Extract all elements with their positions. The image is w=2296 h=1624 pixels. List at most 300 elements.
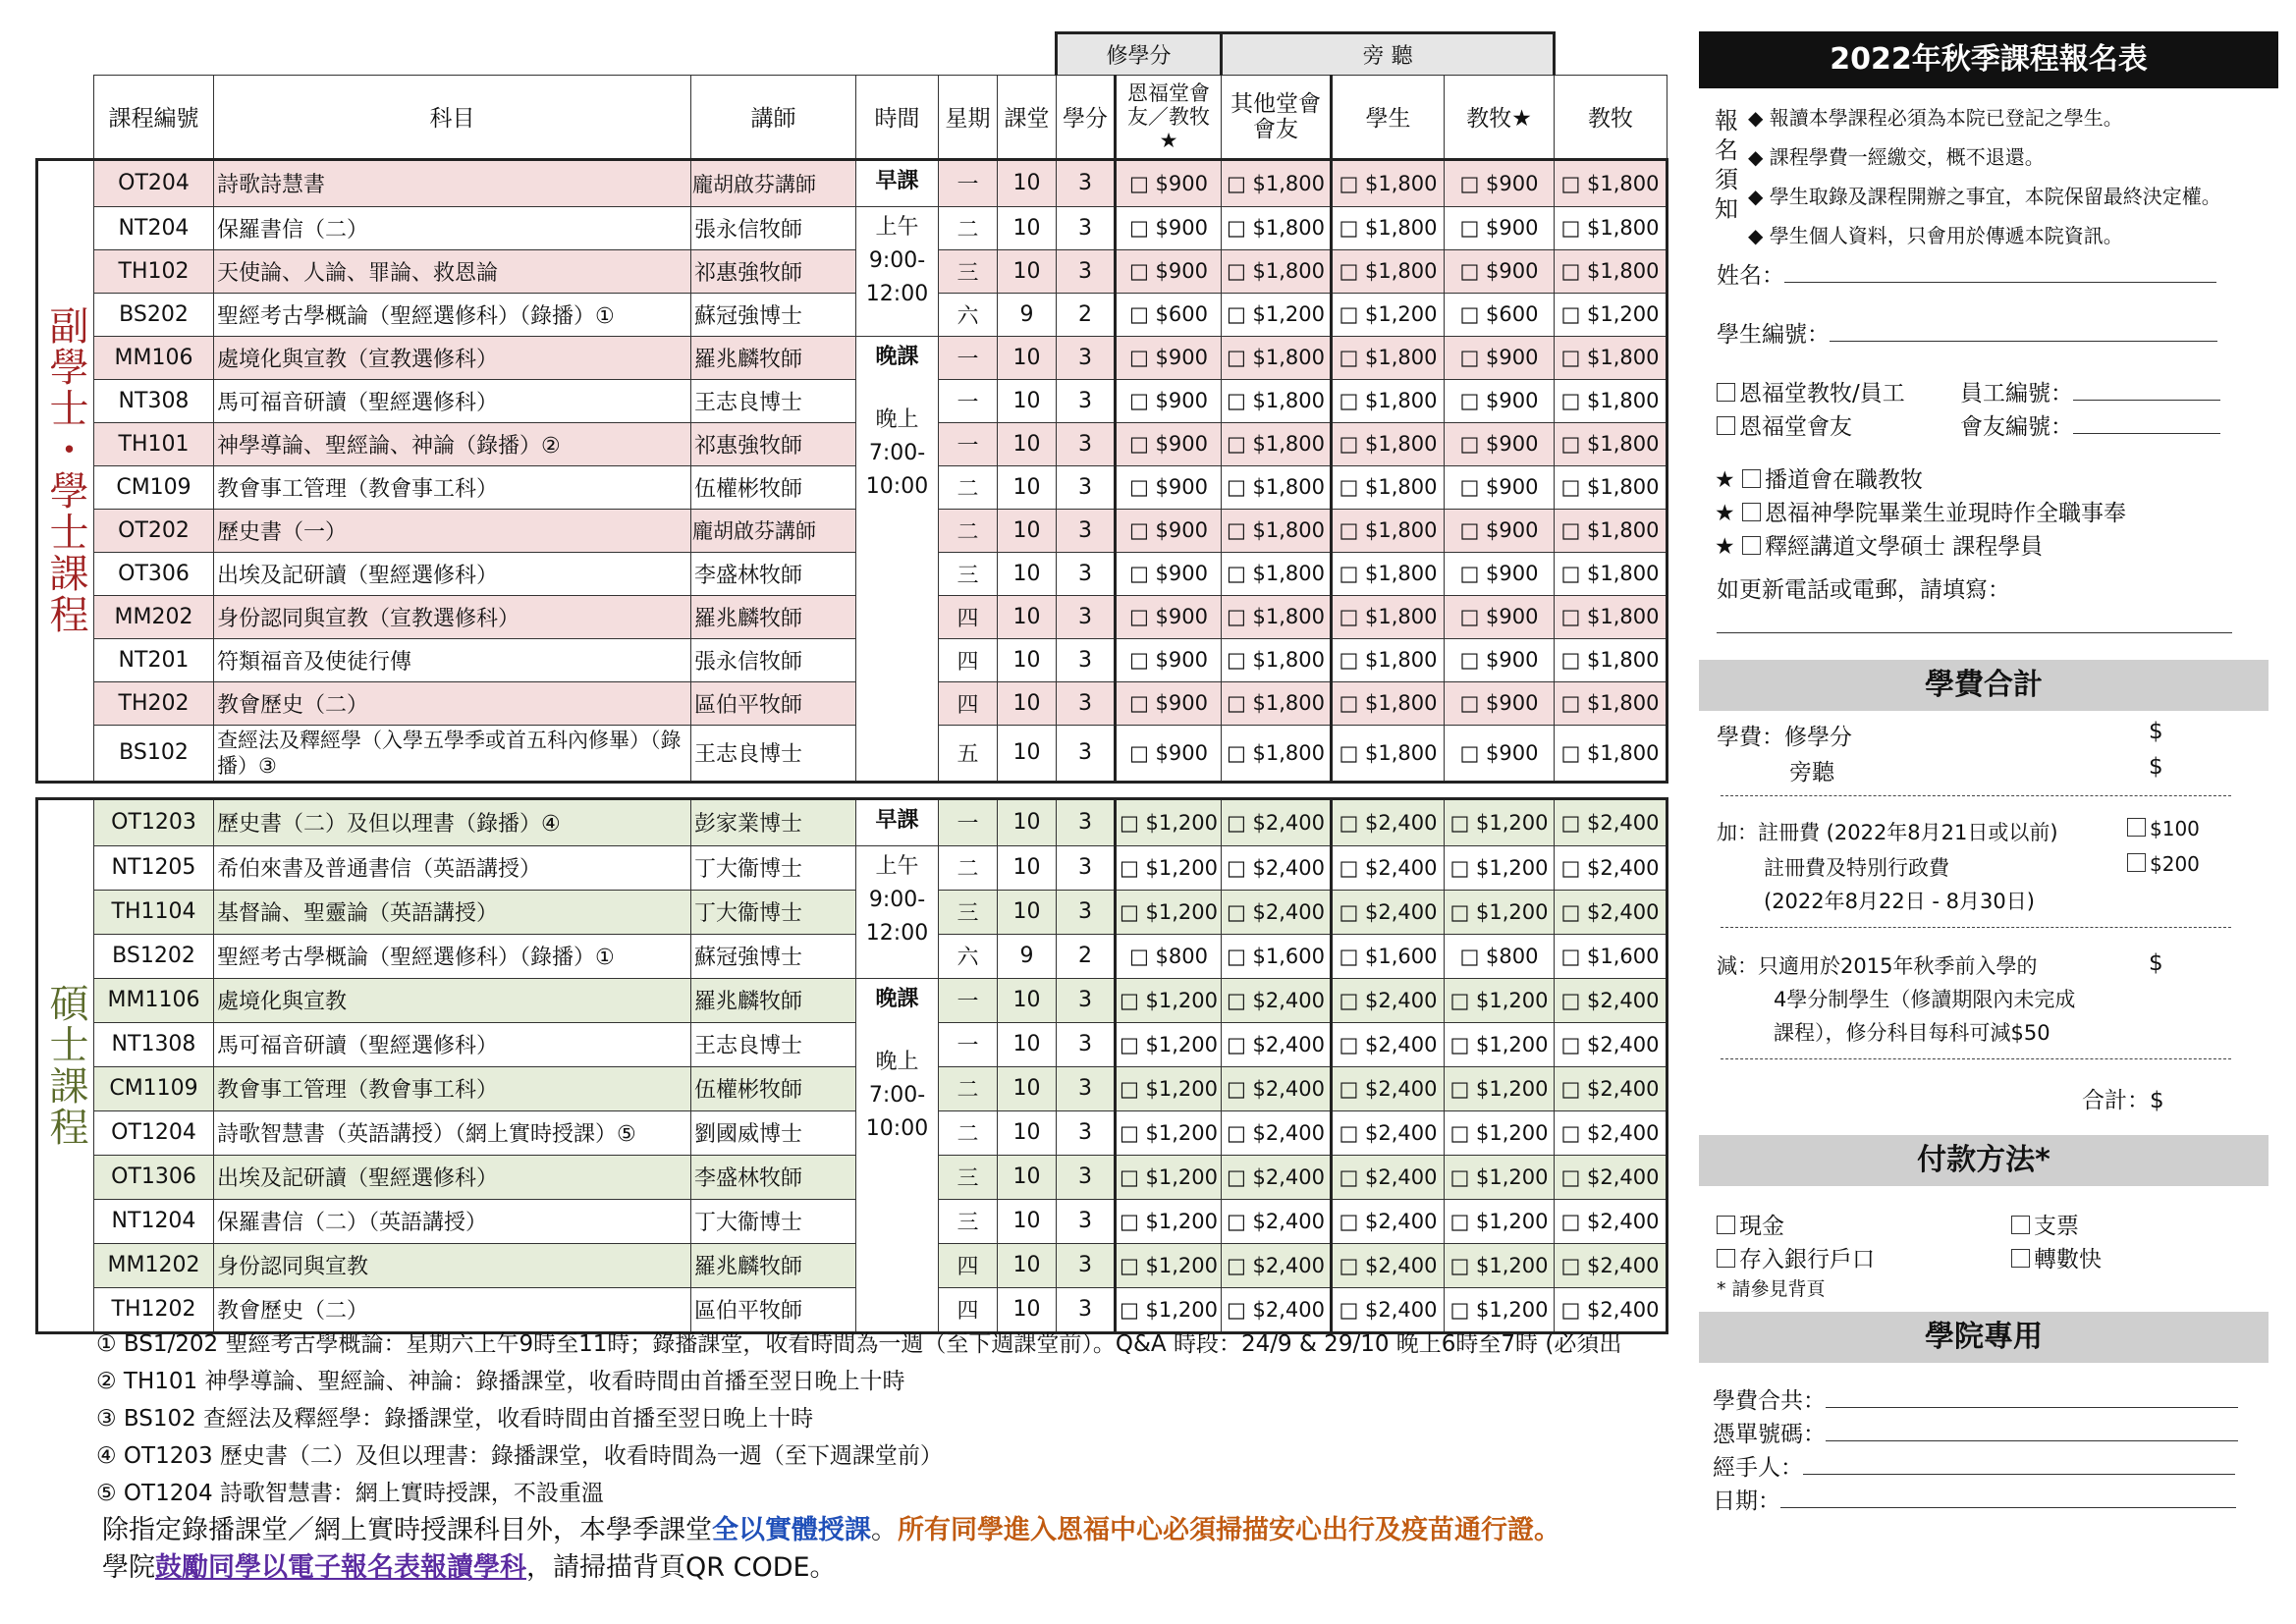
price-efc-member[interactable]: □ $900	[1116, 638, 1222, 681]
reg-admin-label: 註冊費及特別行政費	[1764, 856, 1949, 880]
course-code: BS102	[94, 725, 214, 782]
table-row	[37, 638, 1667, 681]
price-audit-pastor[interactable]: □ $2,400	[1555, 1155, 1667, 1199]
course-code: OT1306	[94, 1155, 214, 1199]
office-date-field[interactable]	[1780, 1486, 2236, 1508]
course-day: 二	[939, 845, 998, 890]
course-day: 二	[939, 509, 998, 552]
office-voucher-field[interactable]	[1826, 1419, 2238, 1441]
course-instructor: 蘇冠強博士	[691, 934, 856, 978]
course-subject: 詩歌詩慧書	[214, 159, 691, 206]
member-label: 恩福堂會友	[1739, 414, 1852, 440]
member-no-field[interactable]	[2073, 409, 2220, 434]
price-efc-member[interactable]: □ $600	[1116, 293, 1222, 336]
price-audit-student[interactable]: □ $2,400	[1332, 890, 1445, 934]
registration-sidebar	[1699, 31, 2278, 1530]
price-audit-student[interactable]: □ $1,800	[1332, 206, 1445, 249]
price-other-member[interactable]: □ $1,800	[1222, 379, 1332, 422]
price-audit-student[interactable]: □ $1,800	[1332, 638, 1445, 681]
price-other-member[interactable]: □ $1,800	[1222, 159, 1332, 206]
session-hours: 上午 9:00- 12:00	[865, 853, 929, 946]
price-audit-pastor[interactable]: □ $1,200	[1555, 293, 1667, 336]
course-code: NT201	[94, 638, 214, 681]
price-audit-pastor-star[interactable]: □ $1,200	[1445, 845, 1555, 890]
table-row	[37, 1199, 1667, 1243]
course-instructor: 羅兆麟牧師	[691, 336, 856, 379]
staff-checkbox[interactable]	[1717, 383, 1735, 402]
session-hours: 晚上 7:00- 10:00	[865, 406, 929, 499]
price-audit-pastor[interactable]: □ $1,800	[1555, 336, 1667, 379]
session-morning	[856, 206, 939, 336]
price-efc-member[interactable]: □ $1,200	[1116, 978, 1222, 1022]
notice-label: 報名須知	[1715, 107, 1738, 223]
price-other-member[interactable]: □ $1,800	[1222, 336, 1332, 379]
price-audit-pastor-star[interactable]: □ $1,200	[1445, 1155, 1555, 1199]
price-other-member[interactable]: □ $2,400	[1222, 1022, 1332, 1066]
price-audit-pastor[interactable]: □ $1,800	[1555, 595, 1667, 638]
price-audit-student[interactable]: □ $1,800	[1332, 509, 1445, 552]
course-instructor: 彭家業博士	[691, 798, 856, 845]
price-audit-pastor[interactable]: □ $1,800	[1555, 552, 1667, 595]
star-3-checkbox[interactable]	[1742, 536, 1761, 555]
course-subject: 馬可福音研讀（聖經選修科）	[214, 379, 691, 422]
price-audit-student[interactable]: □ $1,800	[1332, 465, 1445, 509]
see-back-note: * 請參見背頁	[1717, 1278, 1826, 1300]
table-row	[37, 379, 1667, 422]
course-instructor: 羅兆麟牧師	[691, 978, 856, 1022]
price-audit-student[interactable]: □ $1,800	[1332, 552, 1445, 595]
price-audit-pastor[interactable]: □ $2,400	[1555, 1066, 1667, 1110]
course-classes: 10	[998, 638, 1057, 681]
price-audit-pastor-star[interactable]: □ $900	[1445, 249, 1555, 293]
price-audit-student[interactable]: □ $2,400	[1332, 1287, 1445, 1332]
price-efc-member[interactable]: □ $1,200	[1116, 1022, 1222, 1066]
price-audit-pastor[interactable]: □ $1,600	[1555, 934, 1667, 978]
price-efc-member[interactable]: □ $900	[1116, 465, 1222, 509]
price-audit-student[interactable]: □ $2,400	[1332, 1066, 1445, 1110]
course-day: 三	[939, 249, 998, 293]
course-classes: 10	[998, 509, 1057, 552]
student-no-field[interactable]	[1830, 317, 2217, 342]
price-audit-student[interactable]: □ $2,400	[1332, 1110, 1445, 1155]
price-audit-pastor[interactable]: □ $2,400	[1555, 798, 1667, 845]
total-label: 合計：$	[2082, 1088, 2164, 1113]
office-handler-field[interactable]	[1803, 1452, 2235, 1475]
price-efc-member[interactable]: □ $1,200	[1116, 1155, 1222, 1199]
price-audit-pastor-star[interactable]: □ $1,200	[1445, 978, 1555, 1022]
session-label: 早課	[875, 168, 919, 193]
price-audit-pastor[interactable]: □ $2,400	[1555, 978, 1667, 1022]
course-day: 三	[939, 890, 998, 934]
course-code: MM202	[94, 595, 214, 638]
price-audit-pastor-star[interactable]: □ $900	[1445, 159, 1555, 206]
price-other-member[interactable]: □ $2,400	[1222, 978, 1332, 1022]
price-audit-pastor[interactable]: □ $1,800	[1555, 509, 1667, 552]
session-evening	[856, 336, 939, 782]
course-classes: 10	[998, 681, 1057, 725]
price-other-member[interactable]: □ $1,200	[1222, 293, 1332, 336]
course-day: 三	[939, 1199, 998, 1243]
price-audit-pastor[interactable]: □ $2,400	[1555, 1243, 1667, 1287]
session-early	[856, 159, 939, 206]
price-audit-pastor-star[interactable]: □ $900	[1445, 725, 1555, 782]
course-code: NT1204	[94, 1199, 214, 1243]
course-credits: 3	[1057, 206, 1116, 249]
table-row	[37, 159, 1667, 206]
col-credits: 學分	[1057, 75, 1116, 159]
table-row	[37, 336, 1667, 379]
price-efc-member[interactable]: □ $1,200	[1116, 1066, 1222, 1110]
office-voucher-label: 憑單號碼：	[1713, 1422, 1826, 1447]
table-row	[37, 465, 1667, 509]
course-day: 四	[939, 1243, 998, 1287]
course-day: 二	[939, 465, 998, 509]
price-audit-student[interactable]: □ $2,400	[1332, 1022, 1445, 1066]
course-day: 一	[939, 798, 998, 845]
fee-credit-dollar: $	[2149, 719, 2163, 744]
note-2: ② TH101 神學導論、聖經論、神論：錄播課堂，收看時間由首播至翌日晚上十時	[96, 1369, 905, 1394]
price-efc-member[interactable]: □ $900	[1116, 249, 1222, 293]
price-other-member[interactable]: □ $1,800	[1222, 595, 1332, 638]
session-label: 晚課	[875, 986, 919, 1011]
price-audit-pastor-star[interactable]: □ $900	[1445, 465, 1555, 509]
course-credits: 3	[1057, 1287, 1116, 1332]
price-audit-pastor-star[interactable]: □ $1,200	[1445, 798, 1555, 845]
price-audit-student[interactable]: □ $2,400	[1332, 1243, 1445, 1287]
course-subject: 馬可福音研讀（聖經選修科）	[214, 1022, 691, 1066]
price-audit-student[interactable]: □ $2,400	[1332, 845, 1445, 890]
course-day: 六	[939, 293, 998, 336]
course-day: 五	[939, 725, 998, 782]
price-audit-pastor-star[interactable]: □ $900	[1445, 638, 1555, 681]
contact-label: 如更新電話或電郵，請填寫：	[1717, 577, 2010, 603]
price-audit-pastor-star[interactable]: □ $900	[1445, 422, 1555, 465]
col-code: 課程編號	[94, 75, 214, 159]
price-efc-member[interactable]: □ $1,200	[1116, 845, 1222, 890]
course-credits: 3	[1057, 336, 1116, 379]
price-audit-pastor-star[interactable]: □ $900	[1445, 336, 1555, 379]
price-audit-pastor-star[interactable]: □ $1,200	[1445, 1287, 1555, 1332]
office-section-title: 學院專用	[1699, 1312, 2269, 1363]
price-other-member[interactable]: □ $2,400	[1222, 890, 1332, 934]
course-day: 一	[939, 978, 998, 1022]
course-day: 二	[939, 1066, 998, 1110]
price-audit-student[interactable]: □ $2,400	[1332, 1199, 1445, 1243]
price-efc-member[interactable]: □ $1,200	[1116, 890, 1222, 934]
course-instructor: 伍權彬牧師	[691, 1066, 856, 1110]
course-table	[35, 31, 1668, 1334]
col-efc-member: 恩福堂會友／教牧★	[1116, 75, 1222, 159]
price-other-member[interactable]: □ $1,800	[1222, 725, 1332, 782]
table-row	[37, 1066, 1667, 1110]
price-other-member[interactable]: □ $1,800	[1222, 249, 1332, 293]
star-1-checkbox[interactable]	[1742, 469, 1761, 488]
session-evening	[856, 978, 939, 1332]
fee-credit-label: 學費：修學分	[1717, 725, 1852, 750]
course-day: 四	[939, 681, 998, 725]
office-fee-field[interactable]	[1826, 1385, 2238, 1408]
price-other-member[interactable]: □ $2,400	[1222, 798, 1332, 845]
course-classes: 10	[998, 159, 1057, 206]
price-audit-pastor[interactable]: □ $1,800	[1555, 206, 1667, 249]
col-student: 學生	[1332, 75, 1445, 159]
price-other-member[interactable]: □ $1,800	[1222, 509, 1332, 552]
course-subject: 教會歷史（二）	[214, 1287, 691, 1332]
col-pastor: 教牧	[1555, 75, 1667, 159]
price-other-member[interactable]: □ $1,800	[1222, 422, 1332, 465]
table-row	[37, 1110, 1667, 1155]
price-audit-student[interactable]: □ $1,800	[1332, 336, 1445, 379]
course-credits: 3	[1057, 1066, 1116, 1110]
star-option-1: ★ 播道會在職教牧	[1715, 467, 1923, 493]
footer-line-1: 除指定錄播課堂／網上實時授課科目外，本學季課堂全以實體授課。所有同學進入恩福中心必須掃描安心出行及疫苗通行證。	[102, 1515, 1560, 1545]
course-subject: 保羅書信（二）（英語講授）	[214, 1199, 691, 1243]
fee-audit-dollar: $	[2149, 754, 2163, 780]
program-label: 副學士・學士課程	[37, 159, 94, 782]
price-audit-pastor-star[interactable]: □ $900	[1445, 552, 1555, 595]
price-audit-pastor-star[interactable]: □ $1,200	[1445, 1110, 1555, 1155]
price-audit-student[interactable]: □ $2,400	[1332, 798, 1445, 845]
reg-100-checkbox[interactable]	[2127, 818, 2146, 837]
price-audit-pastor-star[interactable]: □ $900	[1445, 206, 1555, 249]
price-audit-student[interactable]: □ $1,200	[1332, 293, 1445, 336]
course-subject: 符類福音及使徒行傳	[214, 638, 691, 681]
price-efc-member[interactable]: □ $900	[1116, 422, 1222, 465]
session-hours: 上午 9:00- 12:00	[865, 214, 929, 306]
course-credits: 3	[1057, 890, 1116, 934]
price-audit-pastor[interactable]: □ $2,400	[1555, 845, 1667, 890]
course-classes: 10	[998, 1155, 1057, 1199]
course-subject: 教會歷史（二）	[214, 681, 691, 725]
course-instructor: 羅兆麟牧師	[691, 1243, 856, 1287]
price-audit-pastor[interactable]: □ $2,400	[1555, 1287, 1667, 1332]
course-classes: 10	[998, 845, 1057, 890]
course-instructor: 劉國威博士	[691, 1110, 856, 1155]
course-day: 六	[939, 934, 998, 978]
cash-checkbox[interactable]	[1717, 1216, 1735, 1234]
price-audit-student[interactable]: □ $1,800	[1332, 681, 1445, 725]
course-classes: 9	[998, 293, 1057, 336]
discount-line-2: 4學分制學生（修讀期限內未完成	[1774, 988, 2076, 1011]
course-code: NT1308	[94, 1022, 214, 1066]
course-subject: 教會事工管理（教會事工科）	[214, 465, 691, 509]
price-audit-pastor[interactable]: □ $1,800	[1555, 159, 1667, 206]
price-other-member[interactable]: □ $1,600	[1222, 934, 1332, 978]
bank-checkbox[interactable]	[1717, 1249, 1735, 1268]
table-row	[37, 552, 1667, 595]
course-classes: 10	[998, 725, 1057, 782]
price-audit-pastor-star[interactable]: □ $900	[1445, 595, 1555, 638]
price-audit-pastor[interactable]: □ $2,400	[1555, 890, 1667, 934]
course-instructor: 張永信牧師	[691, 638, 856, 681]
course-credits: 3	[1057, 725, 1116, 782]
price-audit-pastor-star[interactable]: □ $900	[1445, 379, 1555, 422]
reg-200-checkbox[interactable]	[2127, 853, 2146, 872]
price-audit-pastor[interactable]: □ $2,400	[1555, 1199, 1667, 1243]
course-instructor: 丁大衞博士	[691, 1199, 856, 1243]
table-row	[37, 934, 1667, 978]
course-subject: 天使論、人論、罪論、救恩論	[214, 249, 691, 293]
course-instructor: 祁惠強牧師	[691, 249, 856, 293]
price-other-member[interactable]: □ $2,400	[1222, 845, 1332, 890]
price-audit-pastor-star[interactable]: □ $1,200	[1445, 890, 1555, 934]
course-subject: 聖經考古學概論（聖經選修科）（錄播）①	[214, 293, 691, 336]
price-efc-member[interactable]: □ $900	[1116, 509, 1222, 552]
price-audit-student[interactable]: □ $1,800	[1332, 595, 1445, 638]
course-subject: 基督論、聖靈論（英語講授）	[214, 890, 691, 934]
price-audit-pastor-star[interactable]: □ $1,200	[1445, 1199, 1555, 1243]
price-efc-member[interactable]: □ $900	[1116, 336, 1222, 379]
course-day: 一	[939, 336, 998, 379]
price-audit-student[interactable]: □ $1,600	[1332, 934, 1445, 978]
price-audit-pastor[interactable]: □ $2,400	[1555, 1110, 1667, 1155]
cheque-checkbox[interactable]	[2011, 1216, 2030, 1234]
price-audit-student[interactable]: □ $2,400	[1332, 978, 1445, 1022]
course-classes: 10	[998, 1199, 1057, 1243]
price-other-member[interactable]: □ $1,800	[1222, 681, 1332, 725]
price-audit-pastor-star[interactable]: □ $800	[1445, 934, 1555, 978]
price-audit-student[interactable]: □ $2,400	[1332, 1155, 1445, 1199]
course-day: 三	[939, 552, 998, 595]
price-efc-member[interactable]: □ $900	[1116, 552, 1222, 595]
name-field[interactable]	[1784, 258, 2216, 283]
price-efc-member[interactable]: □ $1,200	[1116, 1110, 1222, 1155]
course-classes: 10	[998, 1287, 1057, 1332]
price-other-member[interactable]: □ $1,800	[1222, 552, 1332, 595]
price-efc-member[interactable]: □ $900	[1116, 595, 1222, 638]
staff-no-label: 員工編號：	[1960, 381, 2073, 406]
price-other-member[interactable]: □ $2,400	[1222, 1243, 1332, 1287]
fps-checkbox[interactable]	[2011, 1249, 2030, 1268]
course-credits: 3	[1057, 159, 1116, 206]
price-other-member[interactable]: □ $2,400	[1222, 1155, 1332, 1199]
contact-field[interactable]	[1717, 613, 2232, 633]
price-other-member[interactable]: □ $2,400	[1222, 1066, 1332, 1110]
table-row	[37, 1022, 1667, 1066]
price-efc-member[interactable]: □ $900	[1116, 725, 1222, 782]
course-code: TH1202	[94, 1287, 214, 1332]
course-instructor: 區伯平牧師	[691, 1287, 856, 1332]
course-subject: 出埃及記研讀（聖經選修科）	[214, 1155, 691, 1199]
course-credits: 3	[1057, 1199, 1116, 1243]
student-no-label: 學生編號：	[1717, 322, 1830, 348]
price-audit-pastor[interactable]: □ $1,800	[1555, 379, 1667, 422]
price-audit-pastor-star[interactable]: □ $1,200	[1445, 1243, 1555, 1287]
course-classes: 10	[998, 249, 1057, 293]
price-other-member[interactable]: □ $1,800	[1222, 638, 1332, 681]
price-other-member[interactable]: □ $2,400	[1222, 1287, 1332, 1332]
price-audit-student[interactable]: □ $1,800	[1332, 422, 1445, 465]
price-audit-pastor[interactable]: □ $1,800	[1555, 725, 1667, 782]
bank-label: 存入銀行戶口	[1739, 1247, 1875, 1272]
course-credits: 3	[1057, 638, 1116, 681]
staff-no-field[interactable]	[2073, 376, 2220, 401]
notice-4: ◆ 學生個人資料，只會用於傳遞本院資訊。	[1748, 224, 2123, 247]
price-efc-member[interactable]: □ $1,200	[1116, 1243, 1222, 1287]
course-credits: 3	[1057, 798, 1116, 845]
course-credits: 3	[1057, 422, 1116, 465]
col-time: 時間	[856, 75, 939, 159]
price-audit-pastor[interactable]: □ $1,800	[1555, 422, 1667, 465]
course-instructor: 伍權彬牧師	[691, 465, 856, 509]
price-other-member[interactable]: □ $2,400	[1222, 1110, 1332, 1155]
notice-1: ◆ 報讀本學課程必須為本院已登記之學生。	[1748, 106, 2123, 130]
price-audit-pastor-star[interactable]: □ $900	[1445, 509, 1555, 552]
course-credits: 3	[1057, 1155, 1116, 1199]
price-audit-student[interactable]: □ $1,800	[1332, 159, 1445, 206]
session-morning	[856, 845, 939, 978]
course-subject: 希伯來書及普通書信（英語講授）	[214, 845, 691, 890]
member-checkbox[interactable]	[1717, 416, 1735, 435]
course-classes: 10	[998, 552, 1057, 595]
price-efc-member[interactable]: □ $900	[1116, 681, 1222, 725]
price-other-member[interactable]: □ $1,800	[1222, 206, 1332, 249]
course-day: 三	[939, 1155, 998, 1199]
price-audit-pastor-star[interactable]: □ $1,200	[1445, 1066, 1555, 1110]
price-efc-member[interactable]: □ $900	[1116, 159, 1222, 206]
price-audit-pastor[interactable]: □ $1,800	[1555, 249, 1667, 293]
star-2-checkbox[interactable]	[1742, 503, 1761, 521]
price-efc-member[interactable]: □ $900	[1116, 379, 1222, 422]
price-audit-student[interactable]: □ $1,800	[1332, 379, 1445, 422]
reg-fee-label: 加：註冊費 (2022年8月21日或以前)	[1717, 821, 2058, 844]
footer-line-2: 學院鼓勵同學以電子報名表報讀學科，請掃描背頁QR CODE。	[102, 1552, 837, 1583]
office-date-label: 日期：	[1713, 1489, 1780, 1514]
price-audit-pastor[interactable]: □ $1,800	[1555, 638, 1667, 681]
price-audit-pastor-star[interactable]: □ $600	[1445, 293, 1555, 336]
course-credits: 3	[1057, 1022, 1116, 1066]
course-credits: 3	[1057, 681, 1116, 725]
price-audit-pastor[interactable]: □ $2,400	[1555, 1022, 1667, 1066]
course-subject: 處境化與宣教	[214, 978, 691, 1022]
course-classes: 10	[998, 379, 1057, 422]
course-credits: 3	[1057, 1243, 1116, 1287]
course-instructor: 張永信牧師	[691, 206, 856, 249]
price-audit-student[interactable]: □ $1,800	[1332, 725, 1445, 782]
price-audit-pastor-star[interactable]: □ $1,200	[1445, 1022, 1555, 1066]
course-code: NT1205	[94, 845, 214, 890]
price-audit-pastor[interactable]: □ $1,800	[1555, 465, 1667, 509]
cheque-label: 支票	[2034, 1214, 2079, 1239]
price-audit-student[interactable]: □ $1,800	[1332, 249, 1445, 293]
price-efc-member[interactable]: □ $800	[1116, 934, 1222, 978]
price-efc-member[interactable]: □ $1,200	[1116, 1199, 1222, 1243]
course-instructor: 丁大衞博士	[691, 845, 856, 890]
course-classes: 10	[998, 336, 1057, 379]
price-efc-member[interactable]: □ $1,200	[1116, 798, 1222, 845]
name-label: 姓名：	[1717, 263, 1784, 289]
payment-section-title: 付款方法*	[1699, 1135, 2269, 1186]
price-other-member[interactable]: □ $1,800	[1222, 465, 1332, 509]
course-code: BS202	[94, 293, 214, 336]
price-efc-member[interactable]: □ $1,200	[1116, 1287, 1222, 1332]
session-label: 早課	[875, 807, 919, 833]
price-other-member[interactable]: □ $2,400	[1222, 1199, 1332, 1243]
course-classes: 9	[998, 934, 1057, 978]
table-row	[37, 422, 1667, 465]
price-audit-pastor-star[interactable]: □ $900	[1445, 681, 1555, 725]
price-efc-member[interactable]: □ $900	[1116, 206, 1222, 249]
course-day: 一	[939, 422, 998, 465]
price-audit-pastor[interactable]: □ $1,800	[1555, 681, 1667, 725]
table-row	[37, 798, 1667, 845]
course-subject: 歷史書（一）	[214, 509, 691, 552]
discount-line-1: 減：只適用於2015年秋季前入學的	[1717, 954, 2038, 978]
course-credits: 3	[1057, 845, 1116, 890]
course-day: 四	[939, 1287, 998, 1332]
course-classes: 10	[998, 1243, 1057, 1287]
group-credit: 修學分	[1057, 33, 1222, 76]
